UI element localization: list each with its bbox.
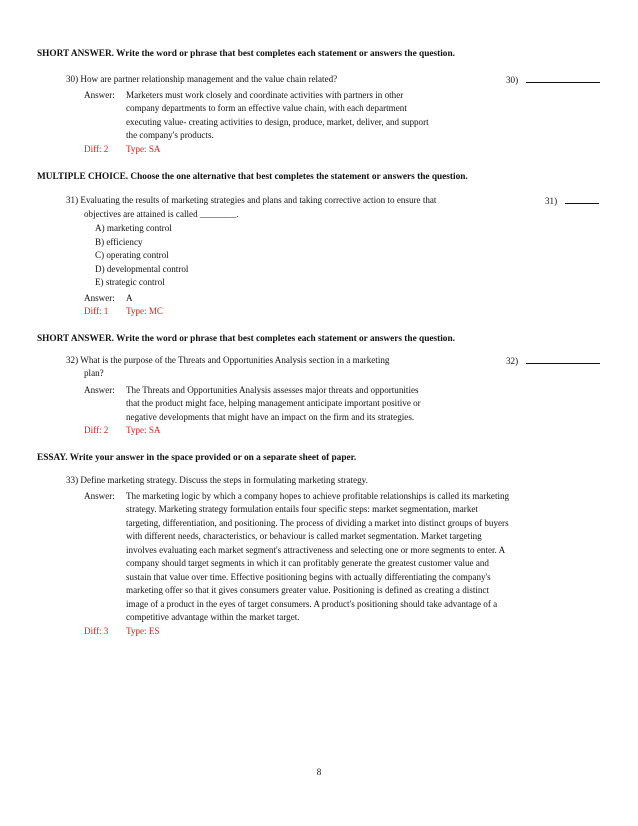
answer-line: sustain that value over time. Effective positioning begins with actually differentiating the company's xyxy=(126,572,491,582)
question-31 xyxy=(66,194,436,206)
question-text: Evaluating the results of marketing strategies and plans and taking corrective action to ensure that xyxy=(80,195,437,205)
answer-line: that the product might face, helping management anticipate important positive or xyxy=(126,398,421,408)
question-text: How are partner relationship management and the value chain related? xyxy=(80,74,338,84)
answer-line: The marketing logic by which a company hopes to achieve profitable relationships is called its marketing xyxy=(126,491,510,501)
choice-option: B) efficiency xyxy=(95,237,143,247)
answer-blank-line xyxy=(565,194,599,204)
section-header-short-answer: SHORT ANSWER. Write the word or phrase that best completes each statement or answers the question. xyxy=(37,334,455,344)
question-33 xyxy=(66,474,368,486)
difficulty-label: Diff: 3 xyxy=(84,626,109,636)
question-number: 33) xyxy=(66,475,79,485)
question-number: 31) xyxy=(66,195,79,205)
type-label: Type: MC xyxy=(126,306,164,316)
answer-label: Answer: xyxy=(84,491,115,501)
answer-label: Answer: xyxy=(84,385,115,395)
answer-slot-number: 31) xyxy=(545,196,558,206)
choice-option: E) strategic control xyxy=(95,277,165,287)
choice-option: C) operating control xyxy=(95,250,169,260)
answer-line: with different needs, characteristics, or behaviour is called market segmentation. Market targeting xyxy=(126,531,482,541)
section-header-short-answer: SHORT ANSWER. Write the word or phrase that best completes each statement or answers the question. xyxy=(37,49,455,59)
answer-line: the company's products. xyxy=(126,130,214,140)
choice-option: A) marketing control xyxy=(95,223,172,233)
answer-line: negative developments that might have an impact on the firm and its strategies. xyxy=(126,412,415,422)
answer-line: image of a product in the eyes of target consumers. A product's positioning should take advantage of a xyxy=(126,599,498,609)
question-text: Define marketing strategy. Discuss the steps in formulating marketing strategy. xyxy=(80,475,368,485)
difficulty-label: Diff: 2 xyxy=(84,425,109,435)
answer-slot-30 xyxy=(506,73,600,86)
choice-option: D) developmental control xyxy=(95,264,189,274)
difficulty-label: Diff: 1 xyxy=(84,306,109,316)
answer-blank-line xyxy=(526,73,600,83)
question-32 xyxy=(66,354,389,366)
type-label: Type: ES xyxy=(126,626,160,636)
type-label: Type: SA xyxy=(126,144,161,154)
answer-line: Marketers must work closely and coordinate activities with partners in other xyxy=(126,90,404,100)
answer-line: competitive advantage within the market target. xyxy=(126,612,300,622)
question-text: What is the purpose of the Threats and Opportunities Analysis section in a marketing xyxy=(80,355,390,365)
section-header-multiple-choice: MULTIPLE CHOICE. Choose the one alternative that best completes the statement or answers the question. xyxy=(37,172,468,182)
answer-slot-31 xyxy=(545,194,599,207)
answer-line: involves evaluating each market segment's attractiveness and selecting one or more segments to enter. A xyxy=(126,545,506,555)
answer-slot-number: 30) xyxy=(506,75,519,85)
section-header-essay: ESSAY. Write your answer in the space provided or on a separate sheet of paper. xyxy=(37,453,357,463)
answer-slot-number: 32) xyxy=(506,356,519,366)
question-number: 30) xyxy=(66,74,79,84)
page-number: 8 xyxy=(316,767,322,777)
answer-label: Answer: xyxy=(84,293,115,303)
question-text-continued: objectives are attained is called ________. xyxy=(84,209,239,219)
answer-label: Answer: xyxy=(84,90,115,100)
answer-blank-line xyxy=(526,354,600,364)
type-label: Type: SA xyxy=(126,425,161,435)
answer-line: strategy. Marketing strategy formulation entails four specific steps: market segmentation, market xyxy=(126,504,478,514)
answer-line: The Threats and Opportunities Analysis assesses major threats and opportunities xyxy=(126,385,419,395)
answer-line: company departments to form an effective value chain, with each department xyxy=(126,103,407,113)
answer-value: A xyxy=(126,293,133,303)
answer-line: marketing offer so that it gives consumers greater value. Positioning is defined as creating a distinct xyxy=(126,585,489,595)
answer-line: executing value- creating activities to design, produce, market, deliver, and support xyxy=(126,117,429,127)
answer-slot-32 xyxy=(506,354,600,367)
difficulty-label: Diff: 2 xyxy=(84,144,109,154)
question-30 xyxy=(66,73,337,85)
answer-line: targeting, differentiation, and positioning. The process of dividing a market into distinct groups of buyers xyxy=(126,518,509,528)
question-text-continued: plan? xyxy=(84,368,104,378)
question-number: 32) xyxy=(66,355,79,365)
answer-line: company should target segments in which it can profitably generate the greatest customer value and xyxy=(126,558,489,568)
